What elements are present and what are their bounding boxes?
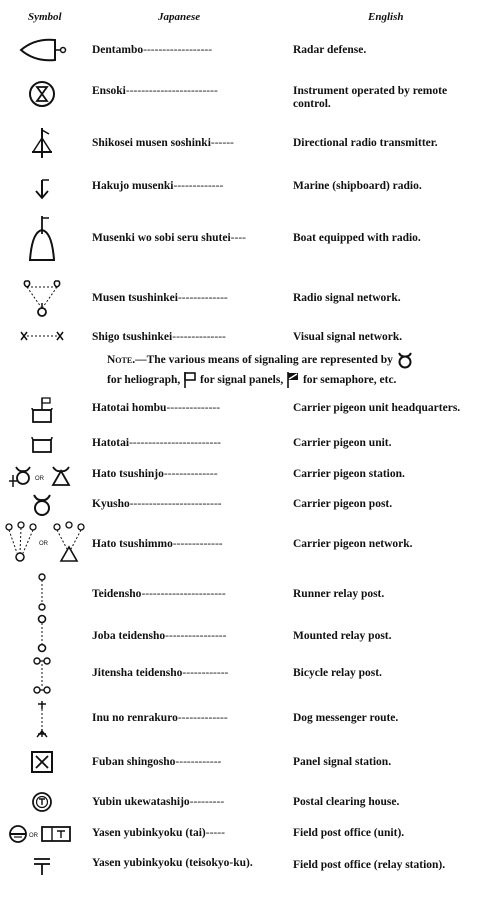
runner-relay-icon [10, 572, 74, 612]
signal-panel-icon [183, 371, 197, 389]
visual-network-icon [10, 322, 74, 350]
japanese-term: Kyusho------------------------ [92, 498, 222, 510]
pigeon-station-icon [4, 458, 80, 492]
english-term: Carrier pigeon station. [293, 468, 405, 480]
japanese-term: Yasen yubinkyoku (tai)----- [92, 827, 225, 839]
japanese-term: Dentambo------------------ [92, 44, 213, 56]
english-term: Directional radio transmitter. [293, 137, 438, 149]
japanese-term: Musenki wo sobi seru shutei---- [92, 232, 246, 244]
header-japanese: Japanese [158, 11, 201, 23]
english-term: Visual signal network. [293, 331, 403, 343]
japanese-term: Yubin ukewatashijo--------- [92, 796, 225, 808]
pigeon-hq-icon [10, 394, 74, 428]
panel-signal-icon [10, 744, 74, 780]
japanese-term: Joba teidensho---------------- [92, 630, 227, 642]
semaphore-icon [286, 371, 300, 389]
svg-text:OR: OR [35, 476, 44, 482]
english-term: Runner relay post. [293, 588, 385, 600]
english-term: Boat equipped with radio. [293, 232, 421, 244]
english-term: Mounted relay post. [293, 630, 392, 642]
postal-clearing-icon [10, 786, 74, 818]
japanese-term: Teidensho---------------------- [92, 588, 226, 600]
pigeon-unit-icon [10, 428, 74, 460]
svg-text:OR: OR [29, 833, 38, 839]
japanese-term: Shigo tsushinkei-------------- [92, 331, 226, 343]
japanese-term: Hato tsushinjo-------------- [92, 468, 218, 480]
japanese-term: Ensoki------------------------ [92, 85, 218, 97]
japanese-term: Fuban shingosho------------ [92, 756, 222, 768]
directional-radio-icon [10, 124, 74, 164]
boat-radio-icon [10, 214, 74, 264]
english-term: Postal clearing house. [293, 796, 400, 808]
japanese-term: Shikosei musen soshinki------ [92, 137, 234, 149]
svg-text:OR: OR [39, 541, 48, 547]
radar-defense-icon [10, 30, 74, 70]
english-term: Dog messenger route. [293, 712, 399, 724]
radio-network-icon [10, 276, 74, 322]
english-term: Carrier pigeon post. [293, 498, 393, 510]
signaling-note: Note.—The various means of signaling are represented by for heliograph, for signal panels, for semaphore, etc. [107, 350, 492, 390]
english-term: Marine (shipboard) radio. [293, 180, 422, 192]
japanese-term: Hato tsushimmo------------- [92, 538, 223, 550]
english-term: Radio signal network. [293, 292, 401, 304]
dog-route-icon [10, 698, 74, 740]
japanese-term: Inu no renrakuro------------- [92, 712, 228, 724]
japanese-term: Hatotai------------------------ [92, 437, 221, 449]
english-term: Radar defense. [293, 44, 367, 56]
english-term: Field post office (relay station). [293, 859, 446, 871]
header-english: English [368, 11, 404, 23]
header-symbol: Symbol [28, 11, 62, 23]
english-term: Bicycle relay post. [293, 667, 382, 679]
japanese-term: Yasen yubinkyoku (teisokyo-ku). [92, 857, 253, 869]
field-post-unit-icon [6, 818, 76, 850]
heliograph-icon [396, 351, 414, 369]
pigeon-network-icon [2, 518, 88, 568]
japanese-term: Musen tsushinkei------------- [92, 292, 228, 304]
japanese-term: Hakujo musenki------------- [92, 180, 224, 192]
japanese-term: Hatotai hombu-------------- [92, 402, 221, 414]
english-term: Panel signal station. [293, 756, 392, 768]
bicycle-relay-icon [10, 656, 74, 696]
japanese-term: Jitensha teidensho------------ [92, 667, 229, 679]
instrument-remote-icon [10, 74, 74, 114]
english-term: Carrier pigeon unit. [293, 437, 392, 449]
english-term: Carrier pigeon unit headquarters. [293, 402, 461, 414]
mounted-relay-icon [10, 614, 74, 654]
english-term: Field post office (unit). [293, 827, 405, 839]
field-post-relay-icon [10, 850, 74, 882]
pigeon-post-icon [10, 488, 74, 522]
english-term: Carrier pigeon network. [293, 538, 413, 550]
marine-radio-icon [10, 168, 74, 208]
english-term: Instrument operated by remote control. [293, 85, 448, 110]
